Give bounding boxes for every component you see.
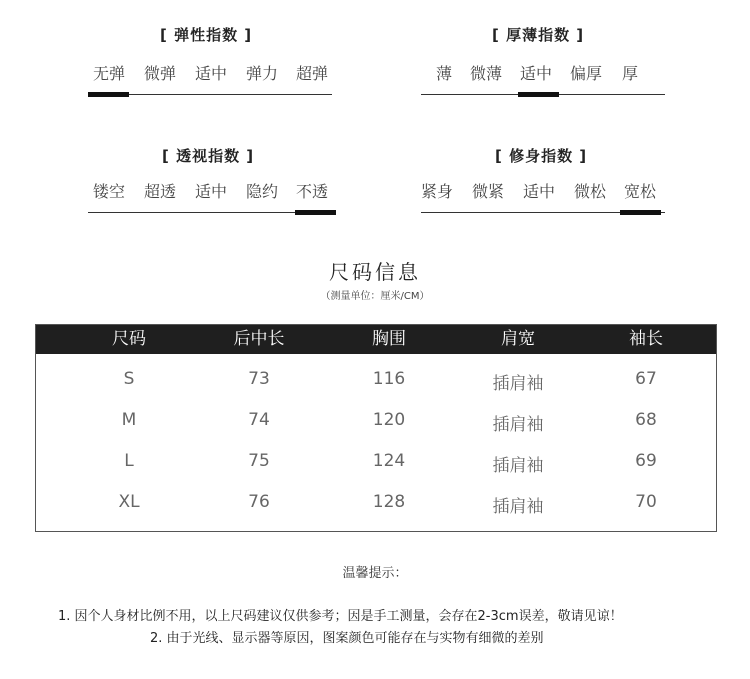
cell-back-length: 76: [248, 492, 270, 512]
option-shizhong: 适中: [195, 64, 228, 83]
cell-size: M: [121, 410, 137, 430]
table-header: [36, 325, 716, 354]
cell-back-length: 73: [248, 369, 270, 389]
cell-size: S: [123, 369, 135, 389]
option-shizhong: 适中: [523, 182, 556, 201]
cell-sleeve: 70: [635, 492, 657, 512]
tips-title: 温馨提示：: [342, 566, 408, 581]
cell-back-length: 75: [248, 451, 270, 471]
option-weidan: 微弹: [144, 64, 177, 83]
option-weibao: 微薄: [470, 64, 503, 83]
option-kuansong: 宽松: [624, 182, 657, 201]
option-chaotou: 超透: [144, 182, 177, 201]
cell-size: L: [124, 451, 134, 471]
selected-marker: [620, 210, 661, 215]
index-title: [ 弹性指数 ]: [160, 26, 253, 44]
option-shizhong: 适中: [520, 64, 553, 83]
selected-marker: [518, 92, 559, 97]
tip-line-1: 1. 因个人身材比例不用，以上尺码建议仅供参考；因是手工测量，会存在2-3cm误差，敬请见谅！: [58, 609, 623, 624]
selected-marker: [295, 210, 336, 215]
header-chest: 胸围: [372, 329, 406, 349]
option-tanli: 弹力: [246, 64, 279, 83]
cell-chest: 120: [372, 410, 406, 430]
header-size: 尺码: [112, 329, 146, 349]
cell-size: XL: [118, 492, 140, 512]
option-hou: 厚: [622, 64, 639, 83]
cell-chest: 124: [372, 451, 406, 471]
option-wudan: 无弹: [93, 64, 126, 83]
cell-shoulder: 插肩袖: [492, 497, 544, 517]
option-weisong: 微松: [574, 182, 607, 201]
option-butou: 不透: [296, 182, 329, 201]
cell-chest: 116: [372, 369, 406, 389]
header-sleeve: 袖长: [629, 329, 663, 349]
size-info-title: 尺码信息: [329, 260, 421, 284]
header-shoulder: 肩宽: [501, 329, 535, 349]
index-title: [ 透视指数 ]: [162, 147, 255, 165]
index-title: [ 厚薄指数 ]: [492, 26, 585, 44]
header-back-length: 后中长: [233, 329, 285, 349]
option-lougong: 镂空: [93, 182, 126, 201]
cell-shoulder: 插肩袖: [492, 456, 544, 476]
option-pianhou: 偏厚: [570, 64, 603, 83]
cell-back-length: 74: [248, 410, 270, 430]
cell-shoulder: 插肩袖: [492, 415, 544, 435]
option-shizhong: 适中: [195, 182, 228, 201]
cell-sleeve: 67: [635, 369, 657, 389]
size-table: [35, 324, 717, 532]
cell-sleeve: 69: [635, 451, 657, 471]
index-title: [ 修身指数 ]: [495, 147, 588, 165]
option-chaodan: 超弹: [296, 64, 329, 83]
cell-chest: 128: [372, 492, 406, 512]
selected-marker: [88, 92, 129, 97]
cell-shoulder: 插肩袖: [492, 374, 544, 394]
tip-line-2: 2. 由于光线、显示器等原因，图案颜色可能存在与实物有细微的差别: [150, 631, 544, 646]
option-weijin: 微紧: [472, 182, 505, 201]
size-info-subtitle: （测量单位：厘米/CM）: [320, 291, 430, 302]
option-bao: 薄: [436, 64, 453, 83]
cell-sleeve: 68: [635, 410, 657, 430]
option-jinshen: 紧身: [421, 182, 454, 201]
option-yinyue: 隐约: [246, 182, 279, 201]
